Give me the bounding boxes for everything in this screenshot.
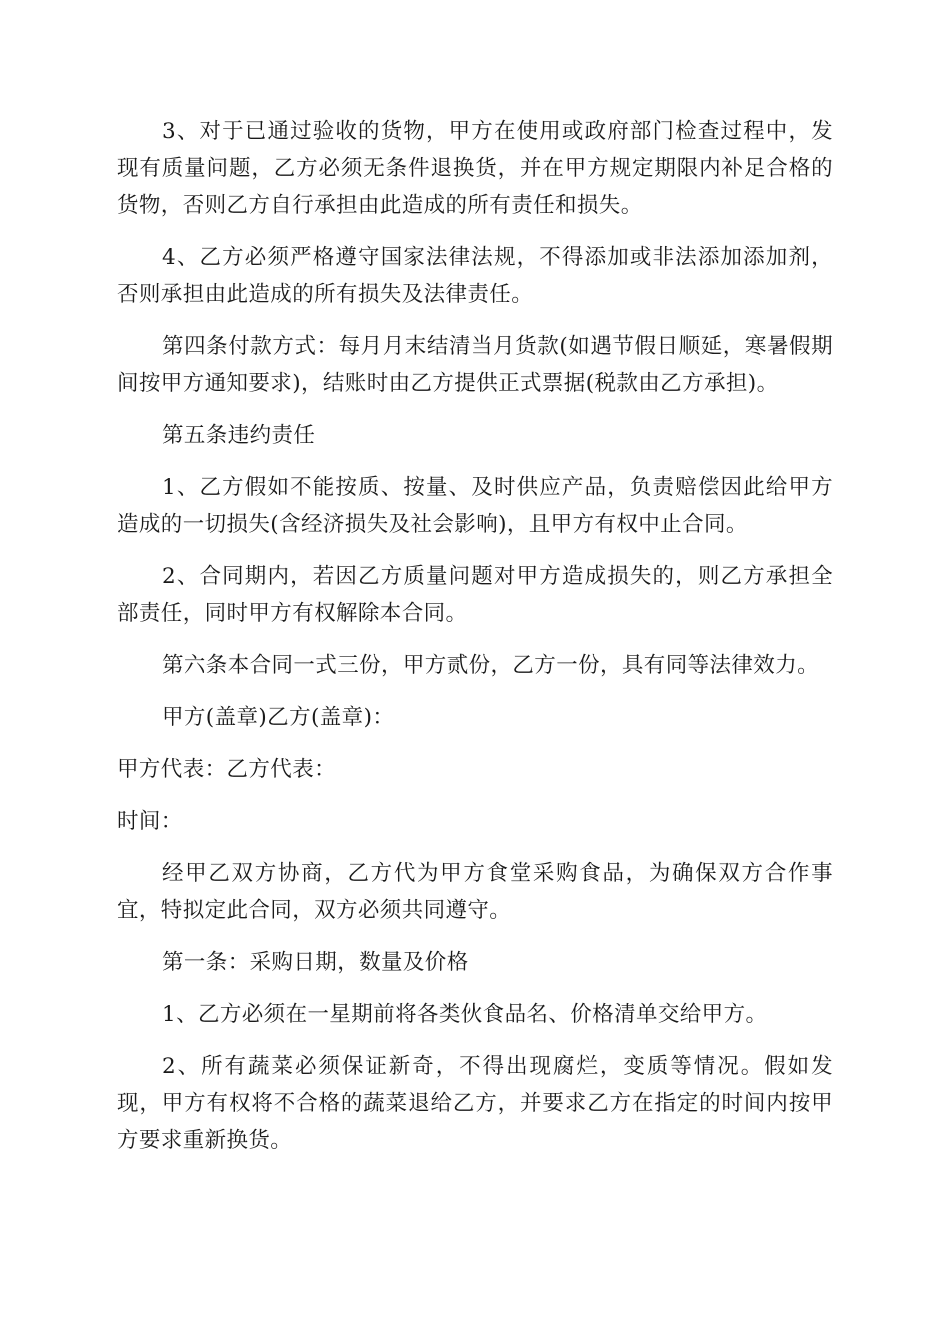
representative-line: 甲方代表：乙方代表：: [117, 757, 337, 782]
document-body: [117, 113, 833, 1159]
date-line: 时间：: [117, 809, 183, 834]
clause-3-quality-return: 3、对于已通过验收的货物，甲方在使用或政府部门检查过程中，发现有质量问题，乙方必须无条件退换货，并在甲方规定期限内补足合格的货物，否则乙方自行承担由此造成的所有责任和损失。: [117, 119, 833, 218]
article-1-heading: 第一条：采购日期，数量及价格: [162, 950, 469, 975]
breach-clause-1: 1、乙方假如不能按质、按量、及时供应产品，负责赔偿因此给甲方造成的一切损失(含经济损失及社会影响)，且甲方有权中止合同。: [117, 475, 833, 537]
contract-preamble: 经甲乙双方协商，乙方代为甲方食堂采购食品，为确保双方合作事宜，特拟定此合同，双方必须共同遵守。: [117, 861, 833, 923]
article-1-clause-1: 1、乙方必须在一星期前将各类伙食品名、价格清单交给甲方。: [162, 1002, 768, 1027]
seal-line: 甲方(盖章)乙方(盖章)：: [162, 705, 395, 730]
article-1-clause-2: 2、所有蔬菜必须保证新奇，不得出现腐烂，变质等情况。假如发现，甲方有权将不合格的蔬菜退给乙方，并要求乙方在指定的时间内按甲方要求重新换货。: [117, 1054, 833, 1153]
clause-4-legal-compliance: 4、乙方必须严格遵守国家法律法规，不得添加或非法添加添加剂，否则承担由此造成的所有损失及法律责任。: [117, 245, 833, 307]
breach-clause-2: 2、合同期内，若因乙方质量问题对甲方造成损失的，则乙方承担全部责任，同时甲方有权解除本合同。: [117, 564, 833, 626]
article-4-payment: 第四条付款方式：每月月末结清当月货款(如遇节假日顺延，寒暑假期间按甲方通知要求)，结账时由乙方提供正式票据(税款由乙方承担)。: [117, 334, 833, 396]
article-6-copies: 第六条本合同一式三份，甲方贰份，乙方一份，具有同等法律效力。: [162, 653, 820, 678]
article-5-heading: 第五条违约责任: [162, 423, 316, 448]
